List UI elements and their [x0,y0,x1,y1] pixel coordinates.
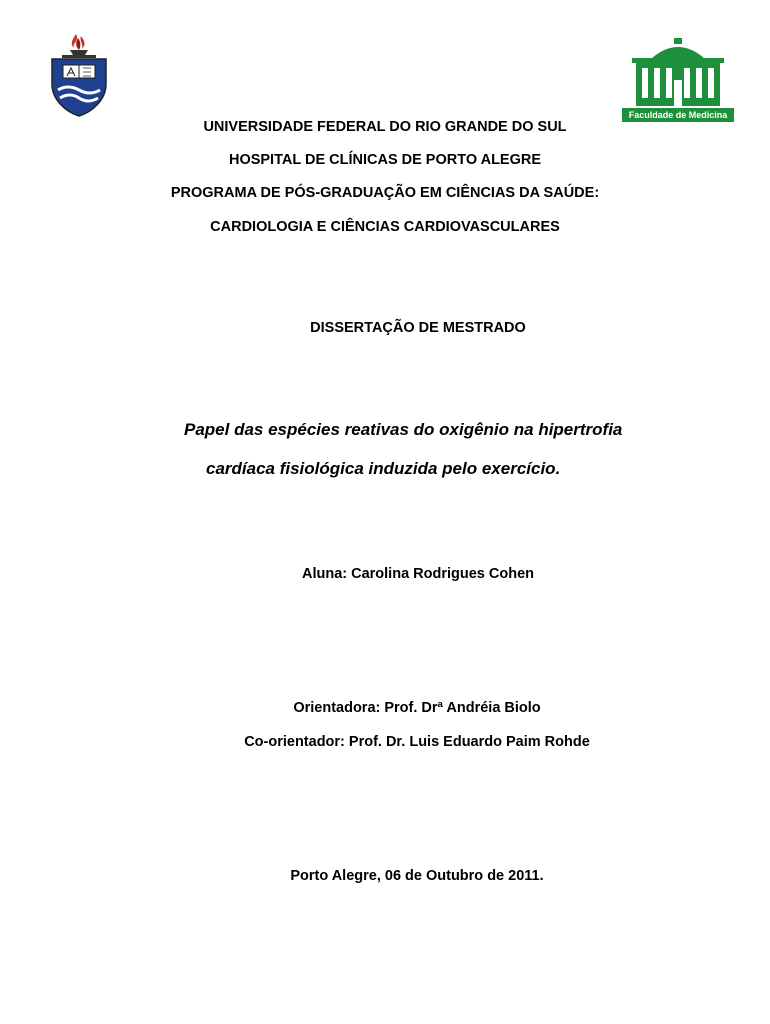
program-name: PROGRAMA DE PÓS-GRADUAÇÃO EM CIÊNCIAS DA SAÚDE: [170,185,600,201]
program-area: CARDIOLOGIA E CIÊNCIAS CARDIOVASCULARES [210,219,560,235]
ufrgs-crest-logo [48,32,110,118]
crest-icon [48,32,110,118]
advisor-name: Orientadora: Prof. Drª Andréia Biolo [293,700,541,716]
student-name: Aluna: Carolina Rodrigues Cohen [301,566,534,582]
faculdade-de-medicina-logo [622,36,734,124]
co-advisor-name: Co-orientador: Prof. Dr. Luis Eduardo Paim Rohde [244,734,590,750]
building-icon [622,36,734,108]
place-date: Porto Alegre, 06 de Outubro de 2011. [290,868,544,884]
document-type: DISSERTAÇÃO DE MESTRADO [310,320,526,336]
hospital-name: HOSPITAL DE CLÍNICAS DE PORTO ALEGRE [228,152,542,168]
thesis-title-line-2: cardíaca fisiológica induzida pelo exercício. [206,459,561,478]
logo-caption: Faculdade de Medicina [622,108,734,122]
institution-name: UNIVERSIDADE FEDERAL DO RIO GRANDE DO SUL [203,119,567,135]
thesis-title-line-1: Papel das espécies reativas do oxigênio na hipertrofia [184,420,623,439]
